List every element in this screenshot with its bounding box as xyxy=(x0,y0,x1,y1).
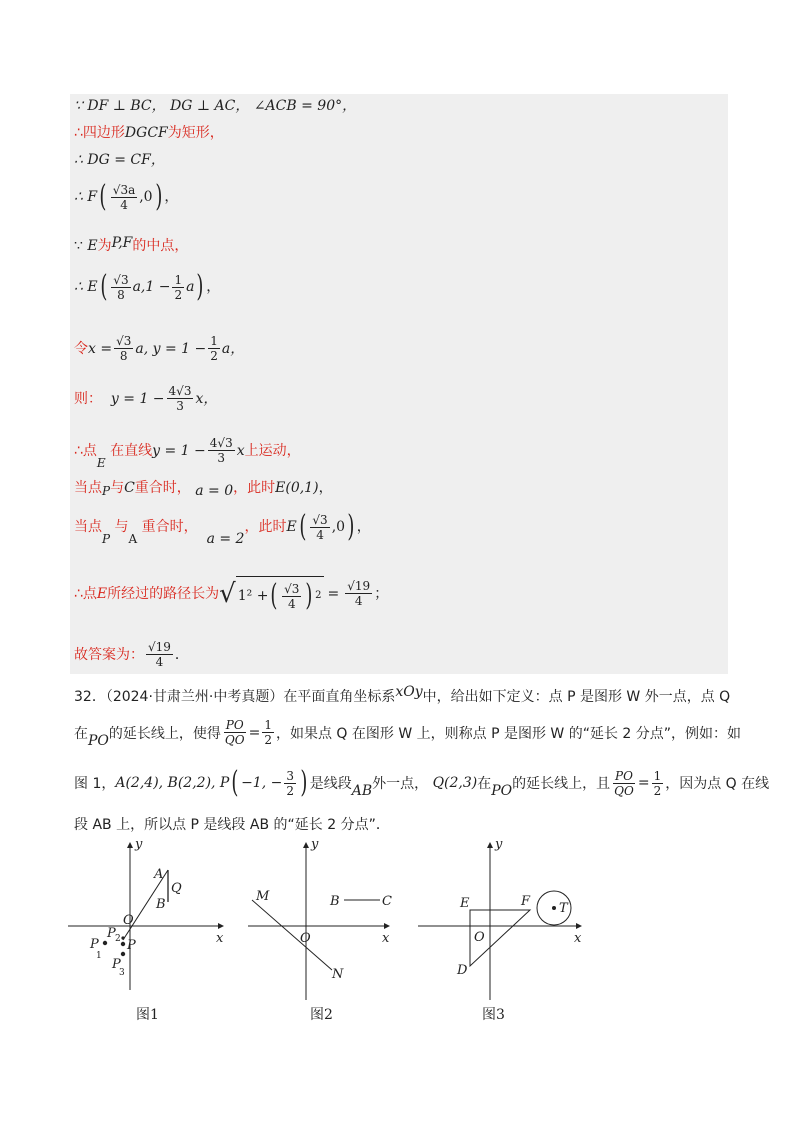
solution-line-2 xyxy=(74,123,224,143)
fraction: $\frac{1}{2}$ xyxy=(653,768,662,798)
solution-l8-text: 则： xyxy=(74,390,102,407)
point-P xyxy=(121,942,125,946)
solution-l7-mid: a, y = 1 − xyxy=(135,340,207,357)
label-O: O xyxy=(300,931,311,946)
solution-l10-text2: 与 xyxy=(110,480,125,496)
because-symbol: ∵ xyxy=(74,238,83,254)
point-P2 xyxy=(121,936,124,939)
solution-l4-pre: ∴ F xyxy=(74,189,98,205)
label-D: D xyxy=(457,963,468,978)
label-P: P xyxy=(127,938,136,953)
caption-figure-3: 图3 xyxy=(482,1007,505,1023)
question-l3-p1: −1, − xyxy=(241,775,283,791)
solution-l9-post: x xyxy=(236,442,245,459)
label-x: x xyxy=(216,931,224,946)
label-A: A xyxy=(154,867,164,882)
math-P: P xyxy=(102,484,111,498)
fraction: $\frac{1}{2}$ xyxy=(174,272,183,302)
fraction: $\frac{PO}{QO}$ xyxy=(614,768,634,798)
solution-line-8 xyxy=(74,384,217,413)
equals-sign: = xyxy=(327,585,340,602)
math-AB: AB xyxy=(351,783,373,799)
math-A: A xyxy=(128,532,138,546)
solution-l11-text1: 当点 xyxy=(74,519,102,535)
figure-3 xyxy=(418,840,588,1010)
question-l3-e: 的延长线上，且 xyxy=(512,776,611,792)
solution-l2-text: 四边形 xyxy=(82,125,125,141)
math-PO: PO xyxy=(88,732,109,749)
math-xOy: xOy xyxy=(395,684,423,700)
label-x: x xyxy=(382,931,390,946)
solution-l2-math: DGCF xyxy=(124,125,168,141)
solution-l4-post: ,0 xyxy=(139,189,153,205)
solution-l10-text1: 当点 xyxy=(74,480,102,496)
fraction: $\frac{4√3}{3}$ xyxy=(209,436,233,465)
question-l3-math: A(2,4), B(2,2), P xyxy=(115,775,230,791)
solution-l5-text2: 的中点， xyxy=(132,238,189,254)
solution-l7-post: a， xyxy=(221,340,245,357)
fraction: $\frac{1}{2}$ xyxy=(210,334,218,363)
solution-line-3 xyxy=(74,150,165,170)
math-E: E xyxy=(87,238,98,254)
solution-line-7 xyxy=(74,334,244,363)
fraction: $\frac{√3a}{4}$ xyxy=(112,182,136,212)
equals-sign: = xyxy=(248,724,261,741)
point-P1 xyxy=(103,941,107,945)
label-P2: P xyxy=(107,926,116,941)
label-B: B xyxy=(156,897,166,912)
label-B: B xyxy=(330,894,340,909)
radical-term: 1² + xyxy=(237,588,269,604)
label-P3: P xyxy=(112,957,121,972)
solution-l11-post: ,0 xyxy=(331,519,346,535)
math-a0: a = 0 xyxy=(195,483,234,499)
label-P1-sub: 1 xyxy=(96,951,102,961)
solution-l11-pre: E xyxy=(286,519,297,535)
solution-line-10 xyxy=(74,478,333,498)
label-y: y xyxy=(135,840,143,852)
label-T: T xyxy=(559,901,568,916)
point-T xyxy=(552,906,556,910)
radical-content: 1² + ( $\frac{√3}{4}$ ) 2 xyxy=(237,578,322,613)
question-l2-a: 在 xyxy=(74,725,88,742)
solution-l6-mid: a,1 − xyxy=(132,279,171,295)
solution-l9-text1: ∴点 xyxy=(74,442,97,459)
fraction: $\frac{√3}{4}$ xyxy=(312,512,328,542)
answer-fraction: $\frac{√19}{4}$ xyxy=(148,640,171,669)
question-line-4 xyxy=(74,814,390,834)
solution-l7-pre: x = xyxy=(88,340,113,357)
figure-1 xyxy=(68,840,228,1010)
solution-l1: ∵ DF ⊥ BC， DG ⊥ AC， ∠ACB = 90°， xyxy=(74,98,357,114)
solution-line-5 xyxy=(74,236,188,256)
solution-l8-pre: y = 1 − xyxy=(110,390,165,407)
label-F: F xyxy=(521,894,531,909)
solution-l9-text3: 上运动， xyxy=(244,442,301,459)
math-P: P xyxy=(102,532,111,546)
math-PF: P,F xyxy=(111,235,133,251)
question-l3-c: 外一点， xyxy=(372,776,429,792)
solution-l9-text2: 在直线 xyxy=(110,442,153,459)
math-E: E xyxy=(96,455,106,470)
fraction: $\frac{√19}{4}$ xyxy=(347,579,371,608)
math-C: C xyxy=(124,480,135,496)
label-x: x xyxy=(574,931,582,946)
solution-line-6: ∴ E ( $\frac{√3}{8}$ a,1 − $\frac{1}{2}$ a ) ， xyxy=(74,269,221,304)
solution-l6-post: a xyxy=(186,279,195,295)
fraction: $\frac{1}{2}$ xyxy=(264,718,272,747)
solution-line-13: 故答案为： $\frac{√19}{4}$ ． xyxy=(74,640,189,669)
solution-line-1 xyxy=(74,96,356,116)
math-PO: PO xyxy=(491,783,513,799)
solution-line-9 xyxy=(74,436,301,470)
question-l3-b: 是线段 xyxy=(309,776,352,792)
solution-line-4: ∴ F ( $\frac{√3a}{4}$ ,0 ) ， xyxy=(74,179,179,214)
solution-line-11: 当点 P 与 A 重合时， a = 2 ，此时 E ( $\frac{√3}{4}$ ,0 ) ， xyxy=(74,509,371,547)
question-l3-d: 在 xyxy=(477,776,492,792)
question-l1-rest: 中，给出如下定义：点 P 是图形 W 外一点，点 Q xyxy=(422,689,731,705)
question-line-1 xyxy=(74,686,730,706)
label-P1: P xyxy=(90,937,99,952)
therefore-symbol: ∴ xyxy=(74,125,83,141)
solution-l12-text: ∴点 xyxy=(74,585,97,602)
fraction: $\frac{√3}{4}$ xyxy=(284,581,300,611)
figure-2 xyxy=(248,840,398,1010)
fraction: $\frac{4√3}{3}$ xyxy=(168,384,192,413)
label-P2-sub: 2 xyxy=(115,934,121,944)
label-O: O xyxy=(474,930,485,945)
solution-l7-text: 令 xyxy=(74,340,88,357)
label-E: E xyxy=(460,896,470,911)
label-P3-sub: 3 xyxy=(119,968,125,978)
question-l2-c: ，如果点 Q 在图形 W 上，则称点 P 是图形 W 的“延长 2 分点”，例如：如 xyxy=(275,725,742,742)
solution-l8-post: x， xyxy=(195,390,218,407)
label-y: y xyxy=(311,840,319,852)
solution-l12-text2: 所经过的路径长为 xyxy=(107,585,220,602)
point-P3 xyxy=(121,952,125,956)
solution-l10-end: ， xyxy=(318,480,333,496)
fraction: $\frac{√3}{8}$ xyxy=(113,272,129,302)
math-E: E xyxy=(96,585,108,602)
label-y: y xyxy=(495,840,503,852)
question-l3-a: 图 1， xyxy=(74,776,116,792)
question-line-3: 图 1， A(2,4), B(2,2), P ( −1, − $\frac{3}{2}$ ) 是线段 AB 外一点， Q(2,3) 在 PO 的延长线上，且 $\frac{PO}{QO}$ = $\frac{1}{2}$ ，因为点 Q 在线 xyxy=(74,765,770,800)
label-C: C xyxy=(382,894,392,909)
label-N: N xyxy=(332,967,344,982)
solution-l11-text3: 重合时， xyxy=(141,519,198,535)
solution-l5-text1: 为 xyxy=(97,238,112,254)
question-l4: 段 AB 上，所以点 P 是线段 AB 的“延长 2 分点”． xyxy=(74,817,390,833)
solution-l6-pre: ∴ E xyxy=(74,279,98,295)
caption-figure-2: 图2 xyxy=(310,1007,333,1023)
question-l2-b: 的延长线上，使得 xyxy=(108,725,221,742)
question-line-2 xyxy=(74,718,741,747)
solution-l11-text2: 与 xyxy=(114,519,129,535)
solution-l9-pre: y = 1 − xyxy=(152,442,206,459)
fraction: $\frac{PO}{QO}$ xyxy=(224,718,245,747)
solution-l10-text3: 重合时， xyxy=(134,480,191,496)
label-Q: Q xyxy=(171,881,182,896)
solution-l10-text4: ，此时 xyxy=(233,480,276,496)
solution-l2-end: 为矩形， xyxy=(167,125,224,141)
solution-line-12: ∴点 E 所经过的路径长为 √ 1² + ( $\frac{√3}{4}$ ) 2 = $\frac{√19}{4}$ ； xyxy=(74,578,389,613)
caption-figure-1: 图1 xyxy=(136,1007,159,1023)
solution-l11-text4: ，此时 xyxy=(244,519,287,535)
question-l3-f: ，因为点 Q 在线 xyxy=(665,776,770,792)
solution-l3: ∴ DG = CF， xyxy=(74,152,165,168)
label-M: M xyxy=(256,889,270,904)
segment-MN xyxy=(252,900,332,970)
math-Q23: Q(2,3) xyxy=(432,775,478,791)
fraction: $\frac{√3}{8}$ xyxy=(116,334,132,363)
answer-label: 故答案为： xyxy=(74,646,144,663)
math-E01: E(0,1) xyxy=(275,480,319,496)
equals-sign: = xyxy=(637,775,650,791)
math-a2: a = 2 xyxy=(206,531,245,547)
question-number: 32．（2024·甘肃兰州·中考真题）在平面直角坐标系 xyxy=(74,689,396,705)
fraction: $\frac{3}{2}$ xyxy=(286,768,294,798)
label-O: O xyxy=(123,913,134,928)
